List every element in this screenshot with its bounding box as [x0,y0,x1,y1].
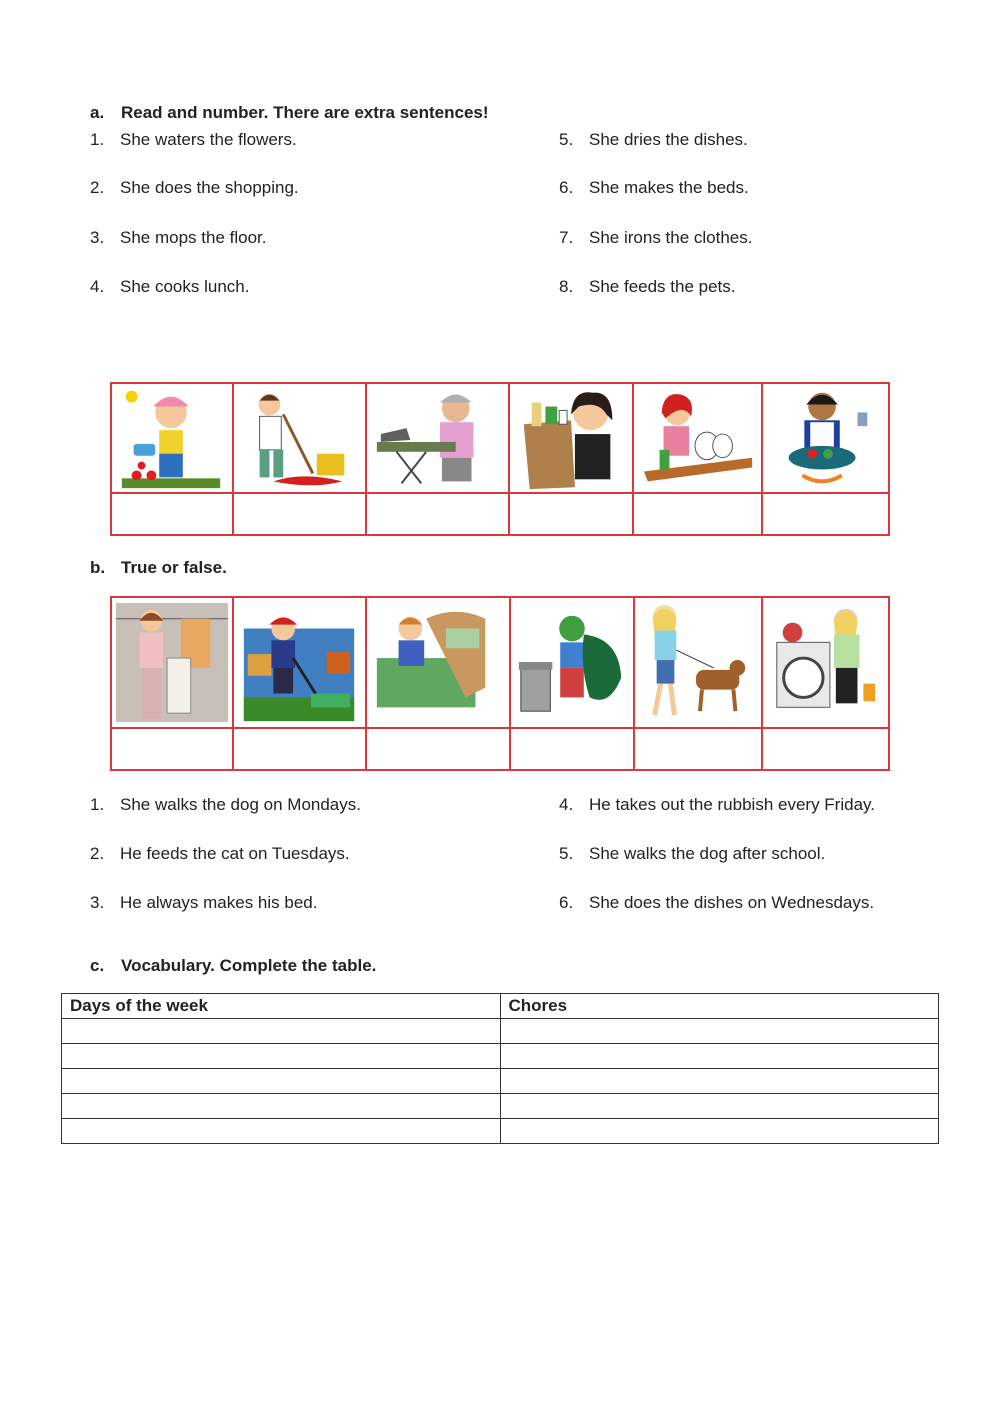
table-cell[interactable] [62,1094,501,1119]
item-text: She walks the dog on Mondays. [120,795,361,814]
picture-ironing-clothes [366,383,509,493]
picture-walking-dog [634,597,762,728]
hanging-laundry-icon [112,598,232,727]
section-b-title [90,558,227,578]
item-text: He always makes his bed. [120,893,318,912]
item-text: She makes the beds. [589,178,749,197]
item-number: 6. [559,893,574,912]
list-item [559,130,748,150]
list-item [559,277,736,297]
item-text: She waters the flowers. [120,130,297,149]
item-text: She mops the floor. [120,228,267,247]
answer-cell[interactable] [509,493,633,535]
item-text: She walks the dog after school. [589,844,826,863]
answer-cell[interactable] [366,728,510,770]
table-cell[interactable] [62,1119,501,1144]
item-number: 8. [559,277,574,296]
section-title-text: True or false. [121,558,227,577]
cooking-icon [763,384,888,492]
picture-watering-flowers [111,383,233,493]
item-text: He takes out the rubbish every Friday. [589,795,875,814]
answer-cell[interactable] [634,728,762,770]
watering-flowers-icon [112,384,232,492]
list-item [90,795,361,815]
table-cell[interactable] [500,1094,939,1119]
list-item [559,178,749,198]
item-number: 2. [90,178,105,197]
picture-taking-out-rubbish [510,597,634,728]
picture-hanging-laundry [111,597,233,728]
drying-dishes-icon [634,384,761,492]
picture-doing-shopping [509,383,633,493]
section-letter: c. [90,956,105,975]
item-number: 3. [90,893,105,912]
picture-mowing-lawn [233,597,366,728]
list-item [559,893,874,913]
list-item [559,228,752,248]
table-cell[interactable] [500,1044,939,1069]
list-item [90,893,317,913]
item-text: She cooks lunch. [120,277,250,296]
item-number: 4. [90,277,105,296]
item-number: 5. [559,844,574,863]
picture-mopping-floor [233,383,366,493]
taking-out-rubbish-icon [511,598,633,727]
picture-table-b [110,596,890,771]
table-cell[interactable] [62,1069,501,1094]
answer-cell[interactable] [111,493,233,535]
table-cell[interactable] [500,1119,939,1144]
list-item [559,844,825,864]
item-text: She irons the clothes. [589,228,753,247]
item-text: She feeds the pets. [589,277,736,296]
item-number: 7. [559,228,574,247]
table-cell[interactable] [62,1044,501,1069]
item-number: 5. [559,130,574,149]
table-row [62,1069,939,1094]
item-text: He feeds the cat on Tuesdays. [120,844,350,863]
section-letter: a. [90,103,105,122]
list-item [90,178,299,198]
table-row [62,1119,939,1144]
item-number: 6. [559,178,574,197]
picture-table-a [110,382,890,536]
table-cell[interactable] [62,1019,501,1044]
mowing-lawn-icon [234,598,365,727]
mopping-floor-icon [234,384,365,492]
list-item [90,844,350,864]
answer-cell[interactable] [633,493,762,535]
table-row [62,1094,939,1119]
section-c-title [90,956,376,976]
item-text: She does the dishes on Wednesdays. [589,893,875,912]
picture-making-bed [366,597,510,728]
answer-cell[interactable] [762,493,889,535]
vocabulary-table [61,993,939,1144]
section-title-text: Read and number. There are extra sentences! [121,103,489,122]
item-number: 2. [90,844,105,863]
item-number: 1. [90,130,105,149]
item-text: She dries the dishes. [589,130,748,149]
column-header-days: Days of the week [62,994,501,1019]
doing-shopping-icon [510,384,632,492]
picture-drying-dishes [633,383,762,493]
ironing-clothes-icon [367,384,508,492]
item-number: 1. [90,795,105,814]
answer-cell[interactable] [233,728,366,770]
table-row [62,1019,939,1044]
answer-cell[interactable] [366,493,509,535]
section-a-title [90,103,489,123]
table-cell[interactable] [500,1019,939,1044]
picture-washing-machine [762,597,889,728]
table-cell[interactable] [500,1069,939,1094]
item-text: She does the shopping. [120,178,299,197]
list-item [90,130,297,150]
picture-cooking [762,383,889,493]
table-row [62,1044,939,1069]
item-number: 4. [559,795,574,814]
column-header-chores: Chores [500,994,939,1019]
answer-cell[interactable] [233,493,366,535]
list-item [90,228,266,248]
washing-machine-icon [763,598,888,727]
answer-cell[interactable] [510,728,634,770]
walking-dog-icon [635,598,761,727]
section-letter: b. [90,558,106,577]
answer-cell[interactable] [111,728,233,770]
making-bed-icon [367,598,509,727]
list-item [559,795,875,815]
section-title-text: Vocabulary. Complete the table. [121,956,377,975]
answer-cell[interactable] [762,728,889,770]
item-number: 3. [90,228,105,247]
list-item [90,277,249,297]
